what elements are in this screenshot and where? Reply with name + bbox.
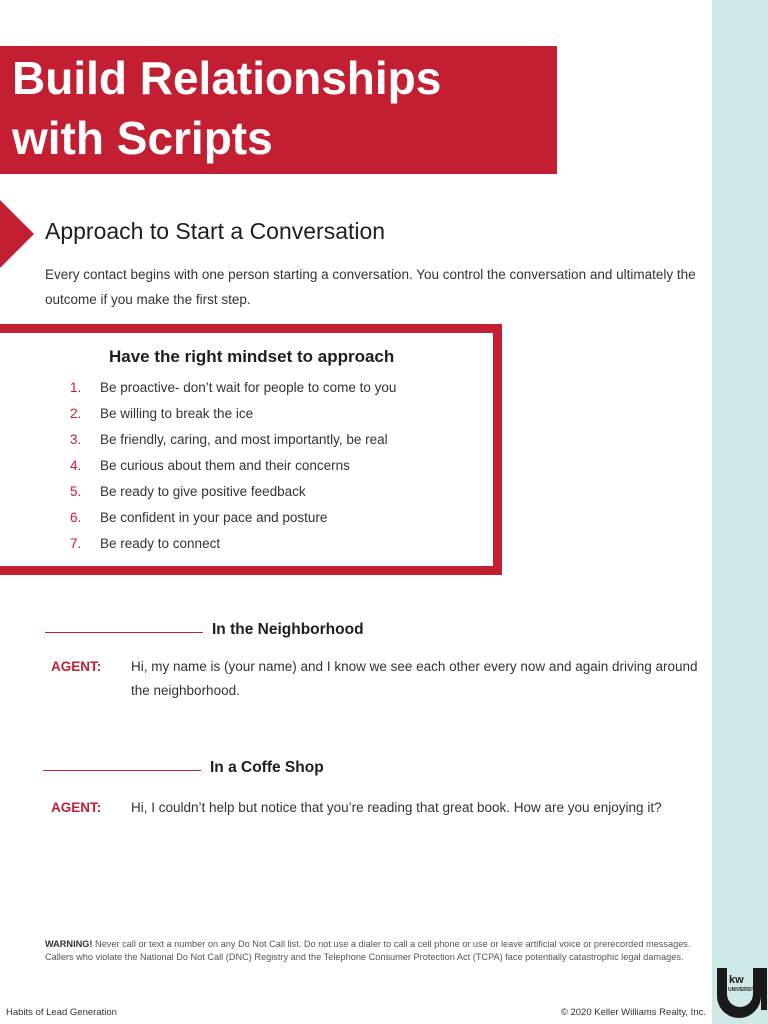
list-text: Be willing to break the ice (100, 406, 254, 421)
footer-copyright: © 2020 Keller Williams Realty, Inc. (560, 1007, 706, 1018)
section-heading: Approach to Start a Conversation (45, 218, 386, 244)
script-title-coffee-shop: In a Coffe Shop (210, 759, 324, 776)
speaker-label: AGENT: (51, 659, 102, 674)
list-number: 6. (70, 510, 82, 525)
list-number: 4. (70, 458, 82, 473)
warning-notice (45, 938, 705, 963)
subheading-rule (43, 770, 201, 771)
speaker-label: AGENT: (51, 800, 102, 815)
list-number: 1. (70, 380, 82, 395)
script-text-neighborhood: Hi, my name is (your name) and I know we see each other every now and again driving around the neighborhood. (131, 659, 698, 698)
list-item (0, 506, 480, 532)
list-text: Be curious about them and their concerns (100, 458, 350, 473)
list-item (0, 532, 480, 558)
list-number: 7. (70, 536, 82, 551)
title-banner (0, 46, 557, 174)
warning-label: WARNING! (45, 939, 93, 949)
mindset-title: Have the right mindset to approach (109, 347, 395, 366)
list-text: Be ready to connect (100, 536, 221, 551)
list-number: 3. (70, 432, 82, 447)
list-text: Be ready to give positive feedback (100, 484, 306, 499)
list-item (0, 454, 480, 480)
list-number: 5. (70, 484, 82, 499)
intro-paragraph: Every contact begins with one person starting a conversation. You control the conversation and ultimately the outcome if you make the first step. (45, 267, 696, 307)
arrow-marker-icon (0, 200, 34, 268)
script-text-coffee-shop: Hi, I couldn’t help but notice that you’re reading that great book. How are you enjoying it? (131, 800, 662, 815)
page-title-line-1: Build Relationships (12, 52, 442, 104)
list-number: 2. (70, 406, 82, 421)
logo-kw-text: kw (729, 974, 744, 986)
decorative-sidebar (712, 0, 768, 1024)
logo-university-text: UNIVERSITY (728, 987, 759, 993)
list-item (0, 480, 480, 506)
list-text: Be friendly, caring, and most importantly, be real (100, 432, 388, 447)
list-item (0, 402, 480, 428)
page-title-line-2: with Scripts (12, 112, 273, 164)
script-title-neighborhood: In the Neighborhood (212, 621, 364, 638)
subheading-rule (45, 632, 203, 633)
list-item (0, 376, 480, 402)
footer-course-name: Habits of Lead Generation (6, 1007, 117, 1018)
warning-text: Never call or text a number on any Do Not Call list. Do not use a dialer to call a cell phone or use or leave artificial voice or prerecorded messages. Callers who violate the National Do Not Call (DNC) Registry and the Telephone Consumer Protection Act (TCPA) face potentially catastrophic legal damages. (45, 939, 691, 962)
kw-university-logo-icon (713, 966, 767, 1020)
list-item (0, 428, 480, 454)
list-text: Be proactive- don’t wait for people to come to you (100, 380, 397, 395)
list-text: Be confident in your pace and posture (100, 510, 328, 525)
